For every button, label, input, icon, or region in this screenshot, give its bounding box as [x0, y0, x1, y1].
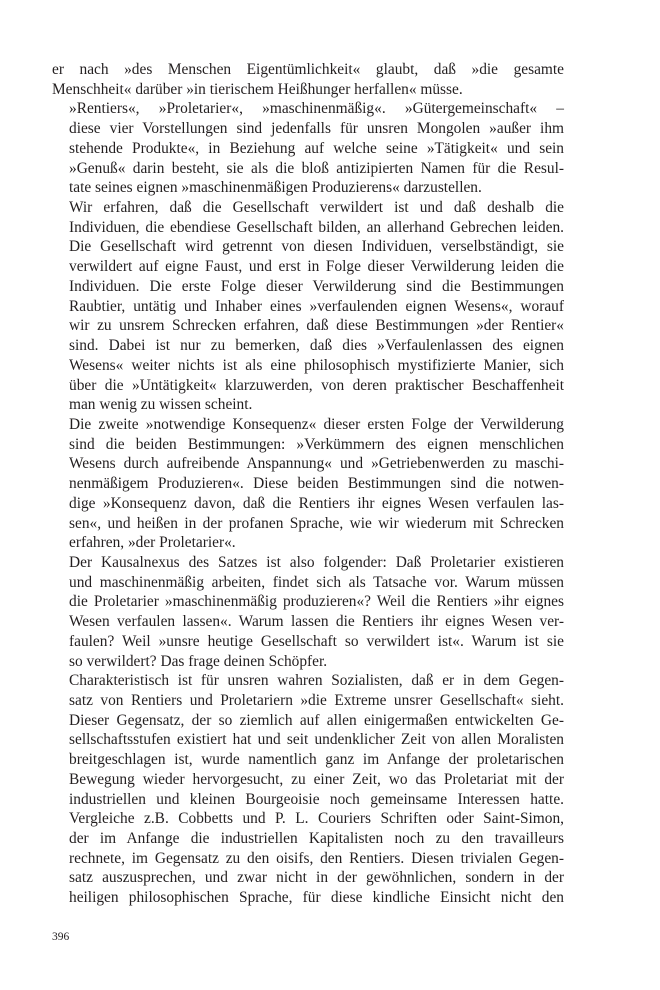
- text-line: Bewegung wieder hervorgesucht, zu einer Zeit, wo das Proletariat mit der: [69, 770, 564, 788]
- text-line: Wesens« weiter nichts ist als eine philosophisch mystifizierte Manier, sich: [69, 356, 564, 374]
- body-text: [52, 60, 564, 908]
- text-line: Wesens durch aufreibende Anspannung« und »Getriebenwerden zu maschi-: [69, 455, 564, 473]
- text-line: satz auszusprechen, und zwar nicht in der gewöhnlichen, sondern in der: [69, 869, 564, 887]
- paragraph: [52, 99, 564, 198]
- text-line: Menschheit« darüber »in tierischem Heißhunger herfallen« müsse.: [52, 80, 463, 98]
- text-line: Raubtier, untätig und Inhaber eines »verfaulenden eignen Wesens«, worauf: [69, 297, 564, 315]
- text-line: sind die beiden Bestimmungen: »Verkümmern des eignen menschlichen: [69, 435, 564, 453]
- paragraph: [52, 415, 564, 553]
- text-line: wir zu unsrem Schrecken erfahren, daß diese Bestimmungen »der Rentier«: [69, 317, 564, 335]
- text-line: breitgeschlagen ist, wurde namentlich ganz im Anfange der proletarischen: [69, 751, 564, 769]
- text-line: über die »Untätigkeit« klarzuwerden, von deren praktischer Beschaffenheit: [69, 376, 564, 394]
- text-line: Wesen verfaulen lassen«. Warum lassen die Rentiers ihr eignes Wesen ver-: [69, 613, 564, 631]
- paragraph: [52, 553, 564, 671]
- text-line: sind. Dabei ist nur zu bemerken, daß dies »Verfaulenlassen des eignen: [69, 337, 564, 355]
- text-line: rechnete, im Gegensatz zu den oisifs, den Rentiers. Diesen trivialen Gegen-: [69, 849, 564, 867]
- text-line: Die Gesellschaft wird getrennt von diesen Individuen, verselbständigt, sie: [69, 238, 564, 256]
- text-line: Individuen. Die erste Folge dieser Verwilderung sind die Bestimmungen: [69, 277, 564, 295]
- text-line: Dieser Gegensatz, der so ziemlich auf allen einigermaßen entwickelten Ge-: [69, 711, 564, 729]
- text-line: Die zweite »notwendige Konsequenz« dieser ersten Folge der Verwilderung: [69, 415, 564, 433]
- text-line: faulen? Weil »unsre heutige Gesellschaft so verwildert ist«. Warum ist sie: [69, 632, 564, 650]
- text-line: dige »Konsequenz davon, daß die Rentiers ihr eignes Wesen verfaulen las-: [69, 494, 564, 512]
- paragraph: [52, 60, 564, 99]
- text-line: sellschaftsstufen existiert hat und seit undenklicher Zeit von allen Moralisten: [69, 731, 564, 749]
- text-line: die Proletarier »maschinenmäßig produzieren«? Weil die Rentiers »ihr eignes: [69, 593, 564, 611]
- paragraph: [52, 198, 564, 415]
- text-line: sen«, und heißen in der profanen Sprache, wie wir wiederum mit Schrecken: [69, 514, 564, 532]
- text-line: »Genuß« darin besteht, sie als die bloß antizipierten Namen für die Resul-: [69, 159, 564, 177]
- text-line: industriellen und kleinen Bourgeoisie noch gemeinsame Interessen hatte.: [69, 790, 564, 808]
- text-line: nenmäßigem Produzieren«. Diese beiden Bestimmungen sind die notwen-: [69, 475, 564, 493]
- text-line: der im Anfange die industriellen Kapitalisten noch zu den travailleurs: [69, 830, 564, 848]
- text-line: heiligen philosophischen Sprache, für diese kindliche Einsicht nicht den: [69, 889, 564, 907]
- text-line: erfahren, »der Proletarier«.: [69, 534, 236, 552]
- text-line: Der Kausalnexus des Satzes ist also folgender: Daß Proletarier existieren: [69, 553, 564, 571]
- text-line: er nach »des Menschen Eigentümlichkeit« glaubt, daß »die gesamte: [52, 61, 564, 78]
- text-line: tate seines eignen »maschinenmäßigen Produzierens« darzustellen.: [69, 179, 482, 197]
- text-line: diese vier Vorstellungen sind jedenfalls für unsren Mongolen »außer ihm: [69, 120, 564, 138]
- page-number: 396: [52, 931, 70, 943]
- text-line: verwildert auf eigne Faust, und erst in Folge dieser Verwilderung leiden die: [69, 258, 564, 276]
- text-line: Vergleiche z.B. Cobbetts und P. L. Couriers Schriften oder Saint-Simon,: [69, 810, 564, 828]
- text-line: Charakteristisch ist für unsren wahren Sozialisten, daß er in dem Gegen-: [69, 672, 564, 690]
- text-line: und maschinenmäßig arbeiten, findet sich als Tatsache vor. Warum müssen: [69, 573, 564, 591]
- text-line: »Rentiers«, »Proletarier«, »maschinenmäßig«. »Gütergemeinschaft« –: [69, 100, 564, 118]
- text-line: stehende Produkte«, in Beziehung auf welche seine »Tätigkeit« und sein: [69, 139, 564, 157]
- text-line: man wenig zu wissen scheint.: [69, 396, 253, 414]
- paragraph: [52, 671, 564, 908]
- text-line: satz von Rentiers und Proletariern »die Extreme unsrer Gesellschaft« sieht.: [69, 692, 564, 709]
- text-line: so verwildert? Das frage deinen Schöpfer.: [69, 652, 328, 670]
- text-line: Wir erfahren, daß die Gesellschaft verwildert ist und daß deshalb die: [69, 199, 564, 217]
- text-line: Individuen, die ebendiese Gesellschaft bilden, an allerhand Gebrechen leiden.: [69, 218, 564, 236]
